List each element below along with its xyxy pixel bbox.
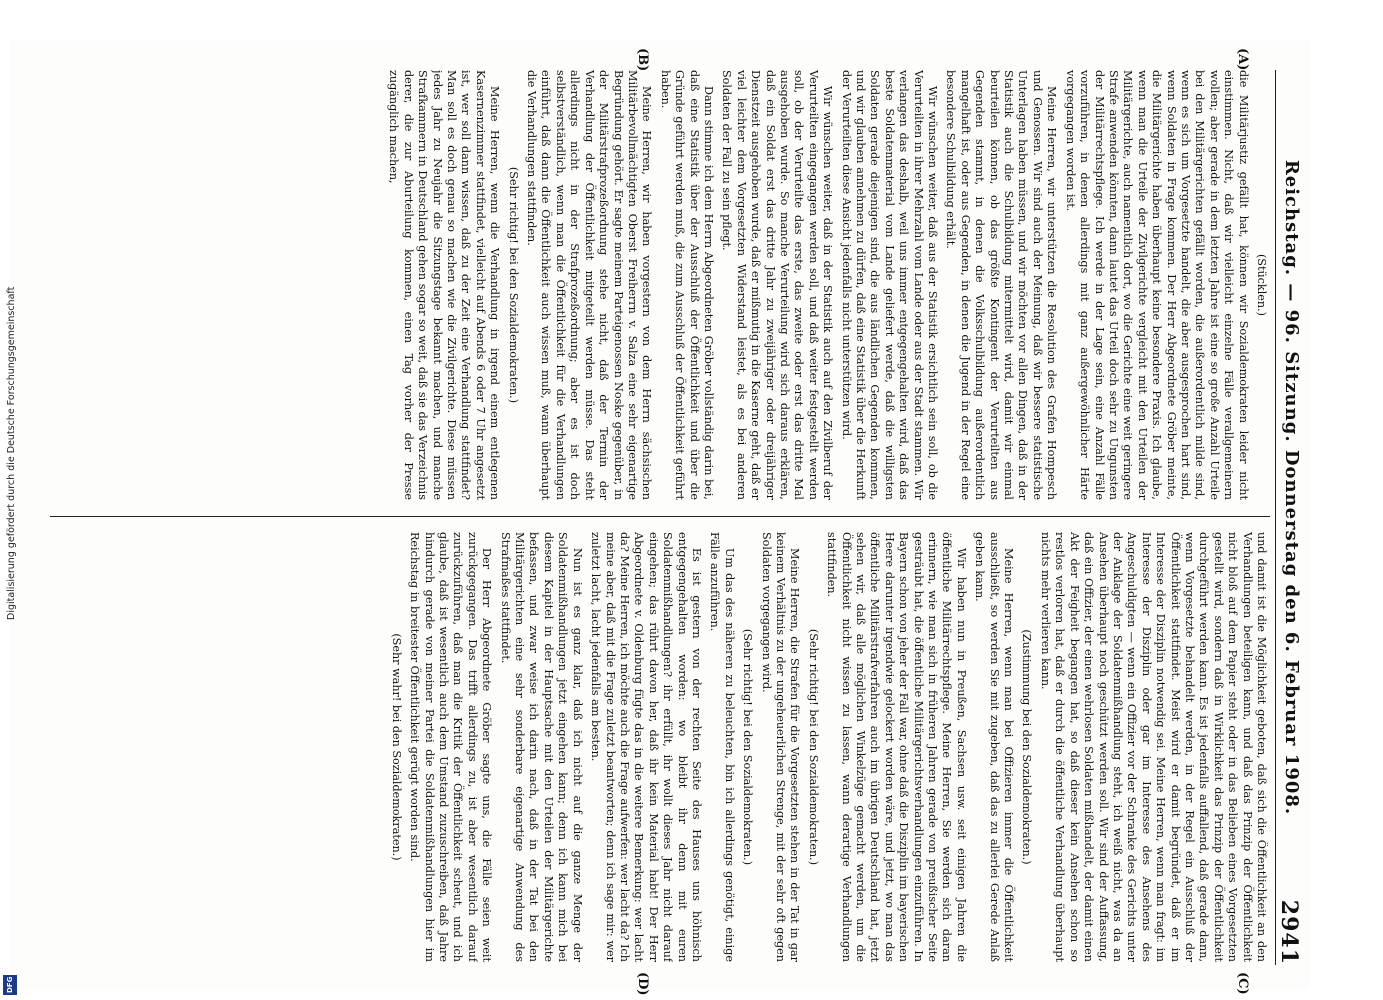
dfg-logo: DFG	[3, 975, 17, 995]
digitization-stamp: Digitalisierung gefördert durch die Deutsche Forschungsgemeinschaft	[6, 286, 17, 620]
page-title: Reichstag. — 96. Sitzung. Donnerstag den 6. Februar 1908.	[1281, 159, 1302, 816]
paragraph: Wir wünschen weiter, daß in der Statistik auch auf den Zivilberuf der Verurteilten eingegangen werden soll, und daß weiter festgestellt werden soll, ob der Verurteilte das erste, das zweite oder erst das dritte Mal ausgehoben wurde. So manche Verurteilung wird sich daraus erklären, daß ein Soldat erst das dritte Jahr zu zweijähriger oder dreijähriger Dienstzeit ausgehoben wurde, daß er mißmutig in die Kaserne geht, daß er viel leichter dem Vorgesetzten Widerstand leistet, als es bei anderen Soldaten der Fall zu sein pflegt.	[720, 70, 835, 500]
margin-mark-d: (D)	[635, 972, 650, 996]
paragraph: Es ist gestern von der rechten Seite des Hauses uns höhnisch entgegengehalten worden: wo bleibt ihr denn mit euren Soldatenmißhandlungen? ihr erfüllt, ihr wollt dieses Jahr nicht darauf eingehen; das rührt davon her, daß ihr kein Material habt! Der Herr Abgeordnete v. Oldenburg fügte das in die weitere Bemerkung: wer lacht da? Meine Herren, ich möchte auch die Frage aufwerfen: wer lacht da? Ich meine aber, daß mit die Frage zuletzt beantworten; denn ich sage mir: wer zuletzt lacht, lacht jedenfalls am besten.	[589, 532, 703, 962]
left-column	[20, 70, 1268, 500]
interjection: (Sehr richtig! bei den Sozialdemokraten.)	[741, 628, 755, 866]
column-divider	[50, 516, 1270, 517]
page-header	[1275, 70, 1302, 965]
interjection: (Zustimmung bei den Sozialdemokraten.)	[1020, 629, 1034, 865]
right-column	[20, 532, 1268, 962]
interjection: (Sehr wahr! bei den Sozialdemokraten.)	[389, 633, 403, 861]
paragraph: Meine Herren, wir unterstützen die Resolution des Grafen Hompesch und Genossen. Wir sind auch der Meinung, daß wir bessere statistische Unterlagen haben müssen, und wir möchten vor allen Dingen, daß in der Statistik auch die Schulbildung mitermittelt wird, damit wir einmal beurteilen können, ob das größte Kontingent der Verurteilten aus Gegenden stammt, in denen die Volksschulbildung außerordentlich mangelhaft ist, oder aus Gegenden, in denen die Jugend in der Regel eine besondere Schulbildung erhält.	[944, 70, 1059, 500]
paragraph: Meine Herren, wenn man bei Offizieren immer die Öffentlichkeit ausschließt, so werden Sie mit zugeben, daß das zu allerlei Gerede Anlaß geben kann.	[973, 532, 1016, 962]
paragraph: Meine Herren, wir haben vorgestern von dem Herrn sächsischen Militärbevollmächtigten Oberst Freiherrn v. Salza eine sehr eigenartige Begründung gehört. Er sagte meinem Parteigenossen Noske gegenüber, in der Militärstrafprozeßordnung stehe nicht, daß der Termin der Verhandlung der Öffentlichkeit mitgeteilt werden müsse. Das steht allerdings nicht in der Strafprozeßordnung; aber es ist doch selbstverständlich, wenn man die Öffentlichkeit für die Verhandlungen einführt, daß dann die Öffentlichkeit auch wissen muß, wann überhaupt die Verhandlungen stattfinden.	[525, 70, 654, 500]
paragraph: Nun ist es ganz klar, daß ich nicht auf die ganze Menge der Soldatenmißhandlungen jetzt eingehen kann; denn ich kann mich bei diesem Kapitel in der Hauptsache mit den Urteilen der Militärgerichte befassen, und zwar weise ich darin nach, daß in der Tat bei den Militärgerichten eine sehr sonderbare eigenartige Anwendung des Strafmaßes stattfindet.	[498, 532, 584, 962]
margin-mark-b: (B)	[635, 48, 650, 72]
margin-mark-c: (C)	[1235, 972, 1250, 995]
paragraph: Wir wünschen weiter, daß aus der Statistik ersichtlich sein soll, ob die Verurteilten in ihrer Mehrzahl vom Lande oder aus der Stadt stammen. Wir verlangen das deshalb, weil uns immer entgegengehalten wird, daß das beste Soldatenmaterial vom Lande geliefert werde, daß die willigsten Soldaten gerade diejenigen sind, die aus ländlichen Gegenden kommen, und wir glauben annehmen zu dürfen, daß eine Statistik über die Herkunft der Verurteilten diese Ansicht jedenfalls nicht unterstützen wird.	[839, 70, 940, 500]
interjection: (Sehr richtig! bei den Sozialdemokraten.)	[806, 628, 820, 866]
paragraph: Meine Herren, wenn die Verhandlung in irgend einem entlegenen Kasernenzimmer stattfindet, vielleicht auf Abends 6 oder 7 Uhr angesetzt ist, wer soll dann wissen, daß zu der Zeit eine Verhandlung stattfindet? Man soll es doch genau so machen wie die Zivilgerichte. Diese müssen jedes Jahr zu Neujahr die Sitzungstage bekannt machen, und manche Strafkammern in Deutschland gehen sogar so weit, daß sie das Verzeichnis derer, die zur Aburteilung kommen, einen Tag vorher der Presse zugänglich machen,	[387, 70, 502, 500]
paragraph: Dann stimme ich dem Herrn Abgeordneten Gröber vollständig darin bei, daß eine Statistik über der Ausschluß der Öffentlichkeit und über die Gründe geführt werden muß, die zum Ausschluß der Öffentlichkeit geführt haben.	[658, 70, 715, 500]
paragraph: und damit ist die Möglichkeit geboten, daß sich die Öffentlichkeit an den Verhandlungen beteiligen kann, und daß das Prinzip der Öffentlichkeit nicht bloß auf dem Papier steht oder in das Belieben eines Vorgesetzten gestellt wird, sondern daß in Wirklichkeit das Prinzip der Öffentlichkeit durchgeführt werden kann. Es ist jedenfalls auffallend, daß gerade dann, wenn Vorgesetzte behandelt werden, in der Regel ein Ausschluß der Öffentlichkeit stattfindet. Meist wird er damit begründet, daß er im Interesse der Disziplin notwendig sei. Meine Herren, wenn man fragt: im Interesse der Disziplin oder gar im Interesse des Ansehens des Angeschuldigten — wenn ein Offizier vor der Schranke des Gerichts unter der Anklage der Soldatenmißhandlung steht, ich weiß nicht, was da an Ansehen überhaupt noch geschützt werden soll. Wir sind der Auffassung, daß ein Offizier, der einen wehrlosen Soldaten mißhandelt, der damit einen Akt der Feigheit begangen hat, so daß dieser kein Ansehen schon so restlos verloren hat, daß er durch die öffentliche Verhandlung überhaupt nichts mehr verlieren kann.	[1038, 532, 1268, 962]
paragraph: Wir haben nun in Preußen, Sachsen usw. seit einigen Jahren die öffentliche Militärrechtspflege. Meine Herren, Sie werden sich daran erinnern, wie man sich in früheren Jahren gerade von preußischer Seite gesträubt hat, die öffentliche Militärgerichtsverhandlungen einzuführen. In Bayern schon von jeher der Fall war, ohne daß die Disziplin im bayerischen Heere darunter irgendwie gelockert worden wäre, und jetzt, wo man das öffentliche Militärstrafverfahren auch im übrigen Deutschland hat, jetzt sehen wir, daß alle möglichen Winkelzüge gemacht werden, um die Öffentlichkeit nicht wissen zu lassen, wann derartige Verhandlungen stattfinden.	[825, 532, 968, 962]
paragraph: die Militärjustiz gefällt hat, können wir Sozialdemokraten leider nicht einstimmen. Nicht, daß wir vielleicht einzelne Fälle verallgemeinern wollen; aber gerade in dem letzten Jahre ist eine so große Anzahl Urteile bei den Militärgerichten gefällt worden, die außerordentlich milde sind, wenn es sich um Vorgesetzte handelt, die aber ausgesprochen hart sind, wenn Soldaten in Frage kommen. Der Herr Abgeordnete Gröber meinte, die Militärgerichte haben überhaupt keine besondere Praxis. Ich glaube, wenn man die Urteile der Zivilgerichte vergleicht mit den Urteilen der Militärgerichte, auch namentlich dort, wo die Gerichte eine weit geringere Strafe anwenden könnten, dann lautet das Urteil doch sehr zu Ungunsten der Militärrechtspflege. Ich werde in der Lage sein, eine Anzahl Fälle vorzuführen, in denen allerdings mit ganz außergewöhnlicher Härte vorgegangen worden ist.	[1063, 70, 1250, 500]
page-number: 2941	[1276, 899, 1302, 965]
paragraph: Der Herr Abgeordnete Gröber sagte uns, die Fälle seien weit zurückgegangen. Das trifft allerdings zu, ist aber wesentlich darauf zurückzuführen, daß man die Kritik der Öffentlichkeit scheut, und ich glaube, daß ist wesentlich auch dem Umstand zuzuschreiben, daß Jahre hindurch gerade von meiner Partei die Soldatenmißhandlungen hier im Reichstag in breitester Öffentlichkeit gerügt worden sind.	[408, 532, 494, 962]
paragraph: Meine Herren, die Strafen für die Vorgesetzten stehen in der Tat in gar keinem Verhältnis zu der ungeheuerlichen Strenge, mit der sehr oft gegen Soldaten vorgegangen wird.	[759, 532, 802, 962]
margin-mark-a: (A)	[1235, 48, 1250, 71]
speaker-name: (Stücklen.)	[1255, 253, 1268, 317]
interjection: (Sehr richtig! bei den Sozialdemokraten.)	[506, 166, 520, 404]
paragraph: Um das des näheren zu beleuchten, bin ich allerdings genötigt, einige Fälle anzuführen.	[708, 532, 736, 962]
